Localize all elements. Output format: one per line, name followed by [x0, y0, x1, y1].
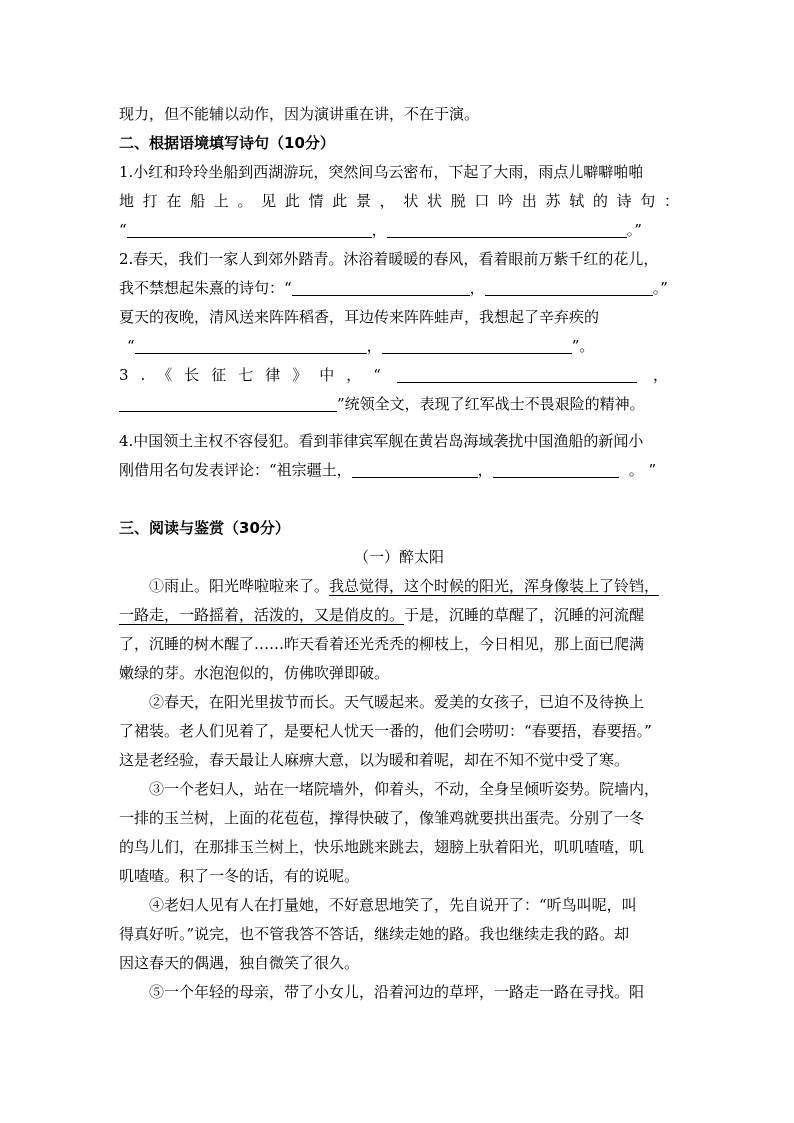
question-4-line-1: 4.中国领土主权不容侵犯。看到菲律宾军舰在黄岩岛海域袭扰中国渔船的新闻小 — [119, 432, 644, 450]
passage-paragraph-5-line-1: ⑤一个年轻的母亲，带了小女儿，沿着河边的草坪，一路走一路在寻找。阳 — [149, 983, 645, 1001]
question-2-line-1: 2.春天，我们一家人到郊外踏青。沐浴着暖暖的春风，看着眼前万紫千红的花儿， — [119, 250, 659, 268]
text-line: 现力，但不能辅以动作，因为演讲重在讲，不在于演。 — [119, 105, 480, 123]
quote-close: 。” — [626, 221, 642, 239]
answer-blank-6[interactable] — [382, 337, 572, 354]
answer-blank-7[interactable] — [397, 366, 637, 383]
comma: ， — [469, 279, 485, 297]
comma: ， — [366, 337, 382, 355]
passage-paragraph-3-line-1: ③一个老妇人，站在一堵院墙外，仰着头，不动，全身呈倾听姿势。院墙内， — [149, 780, 660, 798]
quote-close: 。” — [652, 279, 668, 297]
quote-close: ”。 — [571, 337, 595, 355]
question-2-line-2 — [119, 274, 679, 303]
comma: ， — [371, 221, 387, 239]
answer-blank-9[interactable] — [352, 461, 478, 478]
passage-paragraph-1-line-1 — [119, 572, 679, 601]
underlined-sentence: 我总觉得，这个时候的阳光，浑身像装上了铃铛， — [329, 577, 660, 595]
comma: ， — [477, 461, 493, 479]
question-3-suffix: ”统领全文，表现了红军战士不畏艰险的精神。 — [337, 395, 645, 413]
quote-open: “ — [127, 337, 135, 355]
question-2-line-4 — [119, 332, 679, 361]
section-heading-3: 三、阅读与鉴赏（30分） — [119, 519, 290, 537]
paragraph-text: 于是，沉睡的草醒了，沉睡的河流醒 — [404, 606, 645, 624]
passage-paragraph-3-line-4: 叽喳喳。积了一冬的话，有的说呢。 — [119, 867, 360, 885]
question-1-answer-line — [119, 216, 679, 245]
passage-paragraph-2-line-2: 了裙装。老人们见着了，是要杞人忧天一番的，他们会唠叨：“春要捂，春要捂。” — [119, 722, 652, 740]
question-4-prefix: 刚借用名句发表评论：“祖宗疆土， — [119, 461, 352, 479]
comma: ， — [652, 366, 668, 384]
question-3-line-1 — [119, 361, 679, 390]
passage-paragraph-4-line-3: 因这春天的偶遇，独自微笑了很久。 — [119, 954, 360, 972]
paragraph-text: ①雨止。阳光哗啦啦来了。 — [149, 577, 330, 595]
passage-title: （一）醉太阳 — [353, 548, 444, 566]
answer-blank-2[interactable] — [387, 221, 627, 238]
answer-blank-1[interactable] — [127, 221, 372, 238]
question-1-line-2: 地打在船上。见此情此景，状状脱口吟出苏轼的诗句： — [119, 192, 679, 210]
quote-open: “ — [119, 221, 127, 239]
answer-blank-4[interactable] — [485, 279, 653, 296]
quote-close: 。 ” — [628, 461, 657, 479]
exam-page — [119, 100, 679, 1007]
answer-blank-8[interactable] — [119, 395, 337, 412]
passage-paragraph-1-line-3: 了，沉睡的树木醒了……昨天看着还光秃秃的柳枝上，今日相见，那上面已爬满 — [119, 635, 645, 653]
question-3-line-2 — [119, 390, 679, 419]
passage-paragraph-2-line-1: ②春天，在阳光里拔节而长。天气暖起来。爱美的女孩子，已迫不及待换上 — [149, 693, 645, 711]
answer-blank-10[interactable] — [493, 461, 619, 478]
question-2-line-3: 夏天的夜晚，清风送来阵阵稻香，耳边传来阵阵蛙声，我想起了辛弃疾的 — [119, 308, 600, 326]
underlined-sentence: 一路走，一路摇着，活泼的，又是俏皮的。 — [119, 606, 405, 624]
question-2-prefix: 我不禁想起朱熹的诗句：“ — [119, 279, 292, 297]
question-4-line-2 — [119, 456, 679, 485]
section-heading-2: 二、根据语境填写诗句（10分） — [119, 134, 335, 152]
answer-blank-3[interactable] — [292, 279, 470, 296]
passage-paragraph-4-line-2: 得真好听。”说完，也不管我答不答话，继续走她的路。我也继续走我的路。却 — [119, 925, 630, 943]
passage-paragraph-3-line-3: 的鸟儿们，在那排玉兰树上，快乐地跳来跳去，翅膀上驮着阳光，叽叽喳喳，叽 — [119, 838, 645, 856]
question-1-line-1: 1.小红和玲玲坐船到西湖游玩，突然间乌云密布，下起了大雨，雨点儿噼噼啪啪 — [119, 163, 644, 181]
passage-paragraph-1-line-4: 嫩绿的芽。水泡泡似的，仿佛吹弹即破。 — [119, 664, 390, 682]
passage-paragraph-3-line-2: 一排的玉兰树，上面的花苞苞，撑得快破了，像雏鸡就要拱出蛋壳。分别了一冬 — [119, 809, 645, 827]
passage-paragraph-1-line-2 — [119, 601, 679, 630]
answer-blank-5[interactable] — [135, 337, 367, 354]
passage-paragraph-4-line-1: ④老妇人见有人在打量她，不好意思地笑了，先自说开了：“听鸟叫呢，叫 — [149, 896, 637, 914]
passage-paragraph-2-line-3: 这是老经验，春天最让人麻痹大意，以为暖和着呢，却在不知不觉中受了寒。 — [119, 751, 630, 769]
question-3-prefix: 3.《长征七律》中，“ — [119, 366, 393, 384]
